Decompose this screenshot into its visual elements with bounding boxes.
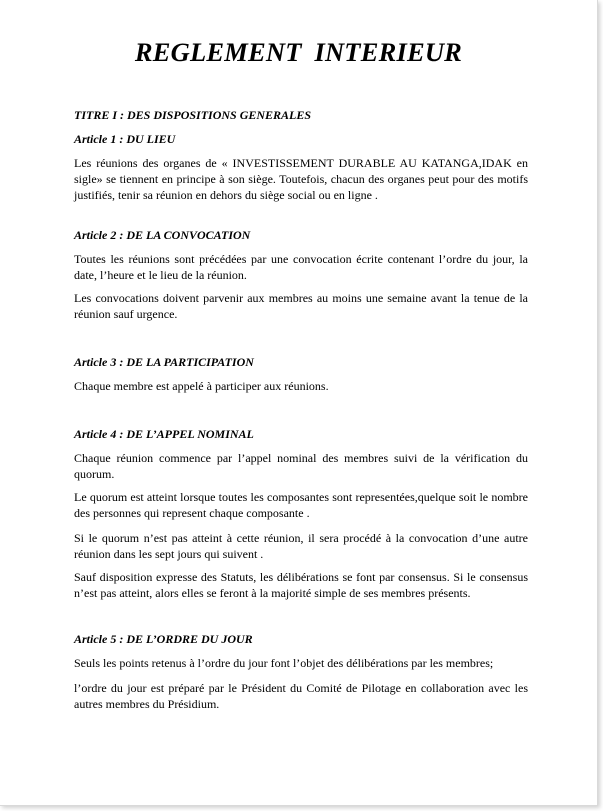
article-1-heading: Article 1 : DU LIEU <box>74 132 176 146</box>
article-4-paragraph-1: Chaque réunion commence par l’appel nominal des membres suivi de la vérification du quorum. <box>74 451 528 481</box>
article-3-paragraph-1: Chaque membre est appelé à participer aux réunions. <box>74 379 329 393</box>
article-2-paragraph-2: Les convocations doivent parvenir aux membres au moins une semaine avant la tenue de la réunion sauf urgence. <box>74 291 528 321</box>
article-5-heading: Article 5 : DE L’ORDRE DU JOUR <box>74 632 253 646</box>
article-5-paragraph-1: Seuls les points retenus à l’ordre du jour font l’objet des délibérations par les membres; <box>74 656 494 670</box>
article-3-heading: Article 3 : DE LA PARTICIPATION <box>74 355 254 369</box>
article-4-paragraph-2: Le quorum est atteint lorsque toutes les composantes sont representées,quelque soit le nombre des personnes qui represent chaque composante . <box>74 490 528 520</box>
document-title: REGLEMENT INTERIEUR <box>134 37 463 67</box>
article-2-heading: Article 2 : DE LA CONVOCATION <box>74 228 251 242</box>
article-4-paragraph-3: Si le quorum n’est pas atteint à cette réunion, il sera procédé à la convocation d’une autre réunion dans les sept jours qui suivent . <box>74 531 528 561</box>
article-4-paragraph-4: Sauf disposition expresse des Statuts, les délibérations se font par consensus. Si le consensus n’est pas atteint, alors elles se feront à la majorité simple de ses membres présents. <box>74 570 528 600</box>
section-title-titre-1: TITRE I : DES DISPOSITIONS GENERALES <box>74 108 312 122</box>
article-4-heading: Article 4 : DE L’APPEL NOMINAL <box>74 427 254 441</box>
article-5-paragraph-2: l’ordre du jour est préparé par le Président du Comité de Pilotage en collaboration avec les autres membres du Présidium. <box>74 681 528 711</box>
article-2-paragraph-1: Toutes les réunions sont précédées par une convocation écrite contenant l’ordre du jour, la date, l’heure et le lieu de la réunion. <box>74 252 528 282</box>
article-1-paragraph-1: Les réunions des organes de « INVESTISSEMENT DURABLE AU KATANGA,IDAK en sigle» se tiennent en principe à son siège. Toutefois, chacun des organes peut pour des motifs justifiés, tenir sa réunion en dehors du siège social ou en ligne . <box>74 156 528 202</box>
